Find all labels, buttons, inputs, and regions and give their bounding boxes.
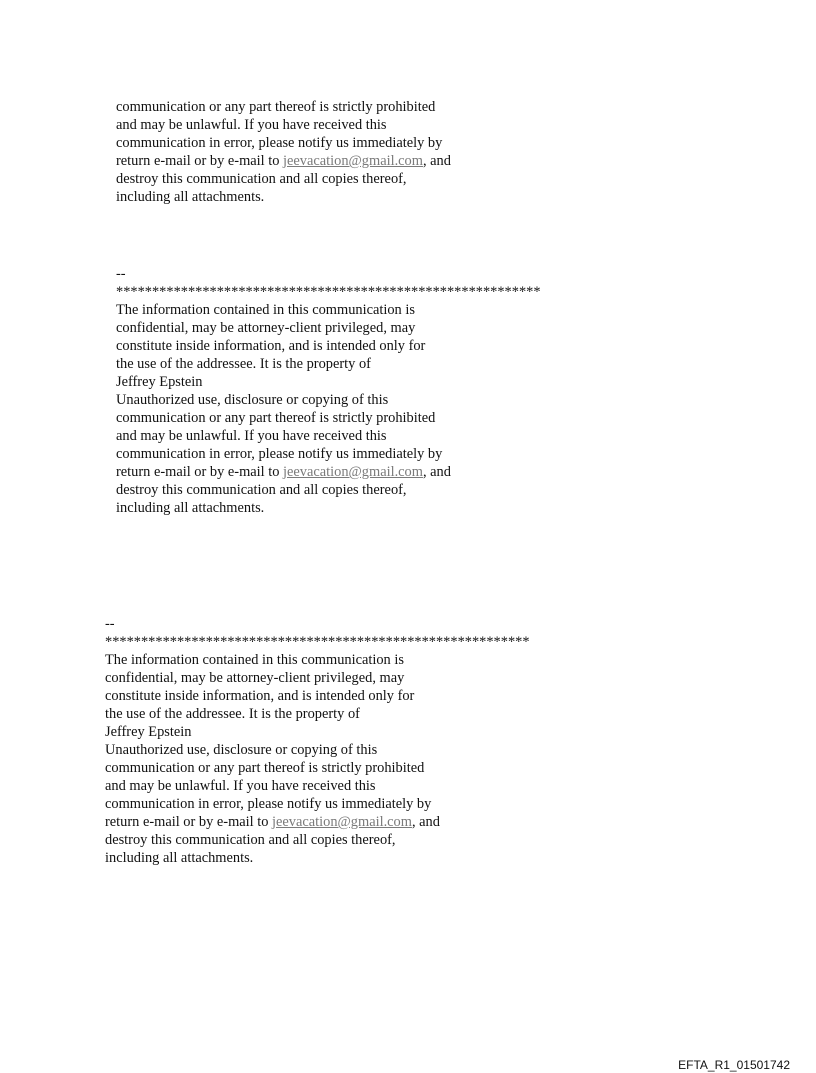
return-email-suffix: , and: [422, 153, 451, 169]
email-link[interactable]: jeevacation@gmail.com: [272, 814, 412, 830]
disclaimer-line: the use of the addressee. It is the property of: [105, 706, 360, 722]
return-email-line: [105, 813, 530, 831]
disclaimer-line: communication in error, please notify us immediately by: [105, 796, 432, 812]
return-email-prefix: return e-mail or by e-mail to: [116, 464, 284, 480]
signature-separator: --: [116, 266, 126, 282]
disclaimer-line: communication or any part thereof is strictly prohibited: [116, 99, 436, 115]
disclaimer-line: destroy this communication and all copies thereof,: [116, 482, 407, 498]
disclaimer-block-2: [116, 265, 541, 517]
email-link[interactable]: jeevacation@gmail.com: [283, 464, 423, 480]
disclaimer-line: and may be unlawful. If you have received this: [105, 778, 376, 794]
disclaimer-line: including all attachments.: [116, 189, 265, 205]
disclaimer-line: constitute inside information, and is intended only for: [105, 688, 415, 704]
signature-separator: --: [105, 616, 115, 632]
disclaimer-line: confidential, may be attorney-client privileged, may: [116, 320, 416, 336]
disclaimer-line: The information contained in this communication is: [116, 302, 415, 318]
return-email-suffix: , and: [422, 464, 451, 480]
disclaimer-line: destroy this communication and all copies thereof,: [116, 171, 407, 187]
email-link[interactable]: jeevacation@gmail.com: [283, 153, 423, 169]
disclaimer-line: Jeffrey Epstein: [116, 374, 203, 390]
disclaimer-line: destroy this communication and all copies thereof,: [105, 832, 396, 848]
disclaimer-line: including all attachments.: [105, 850, 254, 866]
disclaimer-line: Unauthorized use, disclosure or copying of this: [105, 742, 378, 758]
return-email-line: [116, 463, 541, 481]
disclaimer-line: the use of the addressee. It is the property of: [116, 356, 371, 372]
document-id: EFTA_R1_01501742: [678, 1058, 790, 1072]
disclaimer-line: confidential, may be attorney-client privileged, may: [105, 670, 405, 686]
star-divider: ***********************************************************: [116, 284, 541, 300]
return-email-suffix: , and: [411, 814, 440, 830]
disclaimer-line: including all attachments.: [116, 500, 265, 516]
disclaimer-line: Jeffrey Epstein: [105, 724, 192, 740]
disclaimer-line: communication in error, please notify us immediately by: [116, 135, 443, 151]
disclaimer-line: and may be unlawful. If you have received this: [116, 117, 387, 133]
disclaimer-line: constitute inside information, and is intended only for: [116, 338, 426, 354]
star-divider: ***********************************************************: [105, 634, 530, 650]
disclaimer-line: and may be unlawful. If you have received this: [116, 428, 387, 444]
disclaimer-line: communication in error, please notify us immediately by: [116, 446, 443, 462]
return-email-line: [116, 152, 451, 170]
return-email-prefix: return e-mail or by e-mail to: [105, 814, 273, 830]
disclaimer-line: Unauthorized use, disclosure or copying of this: [116, 392, 389, 408]
disclaimer-line: communication or any part thereof is strictly prohibited: [116, 410, 436, 426]
disclaimer-line: The information contained in this communication is: [105, 652, 404, 668]
return-email-prefix: return e-mail or by e-mail to: [116, 153, 284, 169]
disclaimer-line: communication or any part thereof is strictly prohibited: [105, 760, 425, 776]
disclaimer-block-1: [116, 98, 451, 206]
disclaimer-block-3: [105, 615, 530, 867]
